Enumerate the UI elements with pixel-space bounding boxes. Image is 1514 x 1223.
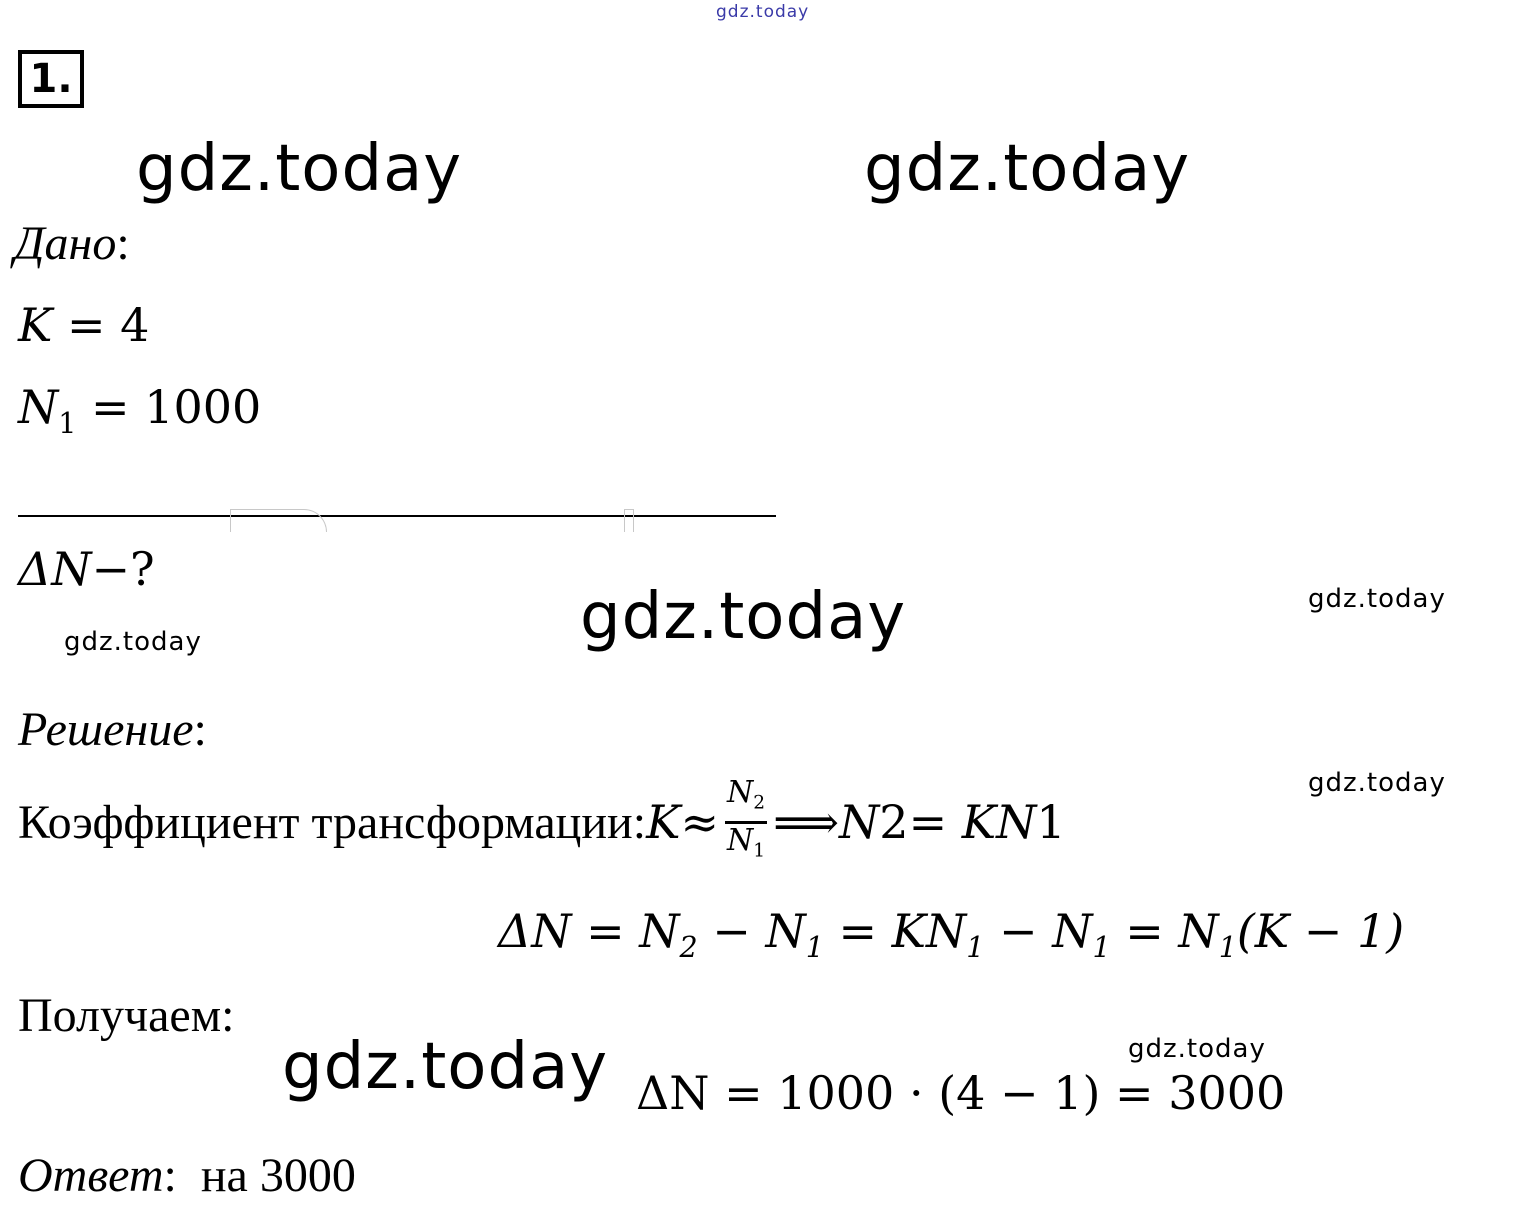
- watermark-top: gdz.today: [716, 2, 810, 22]
- deriv-sub-5: 1: [1218, 930, 1237, 964]
- delta-symbol: Δ: [18, 542, 52, 596]
- answer-value: на 3000: [176, 1149, 356, 1202]
- deriv-sub-2: 1: [805, 930, 824, 964]
- given-k: [18, 298, 149, 352]
- implies-arrow: ⟹: [773, 795, 840, 849]
- coef-k: K: [646, 795, 681, 849]
- result-equation: ΔN = 1000 · (4 − 1) = 3000: [636, 1066, 1286, 1120]
- n1-subscript: 1: [58, 406, 77, 440]
- solution-heading: [18, 702, 207, 757]
- coefficient-line: [18, 776, 1066, 868]
- watermark-large-2: gdz.today: [864, 132, 1191, 206]
- solution-colon: :: [193, 703, 207, 756]
- watermark-large-1: gdz.today: [136, 132, 463, 206]
- k-variable: K: [18, 298, 53, 352]
- fraction-n2-n1: [725, 776, 767, 868]
- deriv-sub-1: 2: [679, 930, 698, 964]
- n1-value: = 1000: [76, 380, 262, 434]
- answer-line: [18, 1148, 356, 1203]
- frac-num-sub: 2: [753, 792, 766, 814]
- delta-derivation: [498, 904, 1404, 964]
- ghost-mark-2: [624, 509, 634, 532]
- deriv-part-6: (K − 1): [1236, 904, 1405, 958]
- deriv-part-1: ΔN = N: [498, 904, 680, 958]
- watermark-small-3: gdz.today: [1308, 768, 1446, 798]
- given-n1: [18, 380, 261, 440]
- n2-variable: N: [839, 795, 880, 849]
- k-value: = 4: [52, 298, 150, 352]
- n2-subscript: 2: [879, 795, 909, 849]
- n1-variable: N: [18, 380, 59, 434]
- result-label: Получаем:: [18, 989, 235, 1042]
- watermark-small-2: gdz.today: [64, 627, 202, 657]
- frac-den-sub: 1: [753, 840, 766, 861]
- answer-colon: :: [163, 1149, 177, 1202]
- kn1-subscript: 1: [1036, 795, 1066, 849]
- watermark-large-4: gdz.today: [282, 1030, 609, 1104]
- deriv-part-2: − N: [697, 904, 806, 958]
- solution-heading-text: Решение: [18, 703, 194, 756]
- find-unknown: [18, 542, 155, 596]
- kn1-expression: = KN: [908, 795, 1037, 849]
- answer-heading: Ответ: [18, 1149, 164, 1202]
- given-heading-text: Дано: [14, 217, 117, 270]
- ghost-mark: [230, 509, 327, 532]
- watermark-small-4: gdz.today: [1128, 1034, 1266, 1064]
- deriv-part-5: = N: [1110, 904, 1219, 958]
- frac-den-var: N: [726, 822, 754, 858]
- deriv-part-3: = KN: [823, 904, 967, 958]
- problem-number: 1.: [18, 50, 84, 108]
- find-variable: N: [51, 542, 92, 596]
- watermark-small-1: gdz.today: [1308, 584, 1446, 614]
- given-colon: :: [116, 217, 130, 270]
- watermark-large-3: gdz.today: [580, 580, 907, 654]
- given-heading: [14, 216, 130, 271]
- deriv-sub-3: 1: [966, 930, 985, 964]
- approx-sign: ≈: [680, 795, 719, 849]
- deriv-sub-4: 1: [1092, 930, 1111, 964]
- given-divider: [18, 515, 776, 517]
- coefficient-text: Коэффициент трансформации:: [18, 795, 647, 849]
- deriv-part-4: − N: [984, 904, 1093, 958]
- find-question: −?: [91, 542, 155, 596]
- frac-num-var: N: [726, 775, 754, 810]
